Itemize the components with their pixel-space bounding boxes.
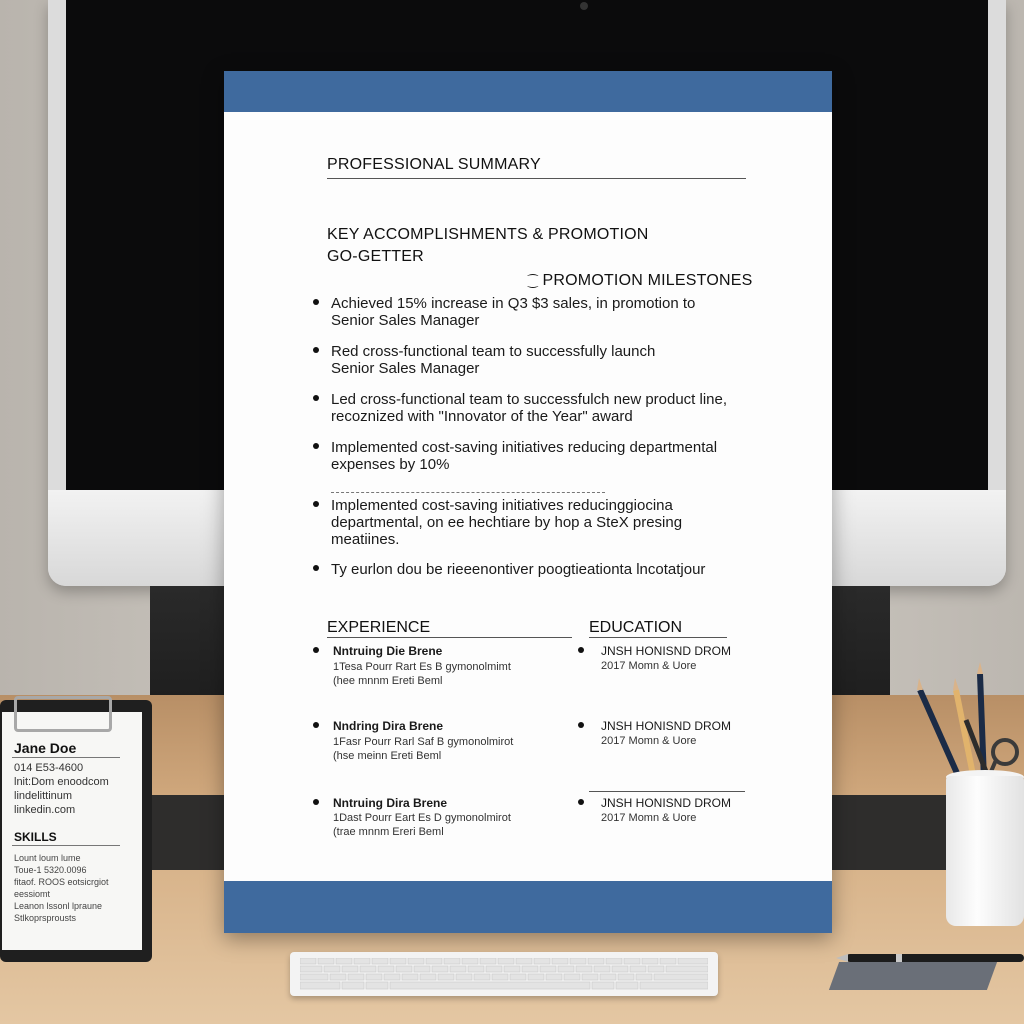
bullet-text-line: Senior Sales Manager <box>331 360 480 377</box>
clipboard-contact-line: 014 E53-4600 <box>14 762 84 774</box>
clipboard-skills-heading: SKILLS <box>14 830 57 844</box>
education-detail: 2017 Momn & Uore <box>601 735 697 747</box>
experience-detail: 1Fasr Pourr Rarl Saf B gymonolmirot <box>333 736 514 748</box>
bullet-item <box>331 295 695 329</box>
bullet-dot <box>578 647 584 653</box>
keyboard-keys <box>300 958 708 990</box>
experience-detail: (hse meinn Ereti Beml <box>333 750 442 762</box>
camera-icon <box>580 2 588 10</box>
education-title: JNSH HONISND DROM <box>601 796 732 810</box>
bullet-dot <box>313 347 319 353</box>
resume-document <box>224 71 832 933</box>
bullet-item <box>331 497 682 548</box>
education-heading: EDUCATION <box>589 619 683 636</box>
bullet-item <box>331 561 705 578</box>
clipboard-skill-line: Toue-1 5320.0096 <box>14 865 87 875</box>
bullet-text-line: Implemented cost-saving initiatives reducing departmental <box>331 439 718 456</box>
clipboard-contact-line: linkedin.com <box>14 804 76 816</box>
clipboard-skill-line: eessiomt <box>14 889 51 899</box>
bullet-dot <box>313 799 319 805</box>
pen-icon <box>836 952 1024 964</box>
bullet-text-line: Red cross-functional team to successfully launch <box>331 343 656 360</box>
bullet-text-line: Achieved 15% increase in Q3 $3 sales, in promotion to <box>331 295 696 312</box>
bullet-dot <box>578 722 584 728</box>
bullet-text-line: Senior Sales Manager <box>331 312 480 329</box>
bullet-dot <box>313 395 319 401</box>
summary-rule <box>327 178 746 179</box>
clipboard-clip <box>14 696 112 732</box>
bullet-text-line: meatiines. <box>331 531 400 548</box>
experience-title: Nntruing Die Brene <box>333 644 443 658</box>
bullet-dot <box>313 443 319 449</box>
bullet-dot <box>313 647 319 653</box>
clipboard-skill-line: Leanon lssonl lpraune <box>14 901 103 911</box>
clipboard-rule <box>12 845 120 846</box>
education-title: JNSH HONISND DROM <box>601 644 732 658</box>
clipboard-name: Jane Doe <box>14 740 77 756</box>
bullet-dot <box>313 722 319 728</box>
bullet-text-line: Implemented cost-saving initiatives reducinggiocina <box>331 497 673 514</box>
experience-heading: EXPERIENCE <box>327 619 431 636</box>
bullet-text-line: recoznized with "Innovator of the Year" award <box>331 408 633 425</box>
resume-top-band <box>224 71 832 112</box>
bullet-dot <box>313 501 319 507</box>
bullet-item <box>331 391 727 425</box>
milestones-label: PROMOTION MILESTONES <box>542 272 753 289</box>
education-detail: 2017 Momn & Uore <box>601 812 697 824</box>
education-rule <box>589 791 745 792</box>
clipboard-skill-line: Lount loum lume <box>14 853 81 863</box>
clipboard-rule <box>12 757 120 758</box>
bullet-item <box>331 343 655 377</box>
milestones-heading <box>528 272 752 290</box>
clipboard-contact-line: lindelittinum <box>14 790 73 802</box>
clipboard-skill-line: Stlkoprsprousts <box>14 913 77 923</box>
experience-detail: (trae mnnm Ereri Beml <box>333 826 444 838</box>
bullet-text-line: Led cross-functional team to successfulch new product line, <box>331 391 728 408</box>
accomplishments-heading: KEY ACCOMPLISHMENTS & PROMOTION <box>327 226 649 243</box>
pin-icon: ⁐ <box>528 274 538 288</box>
bullet-text-line: departmental, on ee hechtiare by hop a SteX presing <box>331 514 683 531</box>
bullet-text-line: Ty eurlon dou be rieeenontiver poogtieationta lncotatjour <box>331 561 706 578</box>
accomplishments-subheading: GO-GETTER <box>327 248 424 265</box>
education-rule <box>589 637 727 638</box>
education-detail: 2017 Momn & Uore <box>601 660 697 672</box>
keyboard <box>290 952 718 996</box>
experience-detail: (hee mnnm Ereti Beml <box>333 675 443 687</box>
bullet-dot <box>578 799 584 805</box>
experience-detail: 1Tesa Pourr Rart Es B gymonolmimt <box>333 661 511 673</box>
bullet-item <box>331 439 717 473</box>
bullet-dot <box>313 299 319 305</box>
experience-title: Nntruing Dira Brene <box>333 796 448 810</box>
pencil-cup <box>946 776 1024 926</box>
dashed-divider <box>331 492 605 493</box>
experience-title: Nndring Dira Brene <box>333 719 444 733</box>
resume-bottom-band <box>224 881 832 933</box>
experience-detail: 1Dast Pourr Eart Es D gymonolmirot <box>333 812 511 824</box>
business-card <box>829 962 997 990</box>
bullet-dot <box>313 565 319 571</box>
education-title: JNSH HONISND DROM <box>601 719 732 733</box>
bullet-text-line: expenses by 10% <box>331 456 450 473</box>
experience-rule <box>327 637 572 638</box>
clipboard-skill-line: fitaof. ROOS eotsicrgiot <box>14 877 109 887</box>
summary-heading: PROFESSIONAL SUMMARY <box>327 156 541 173</box>
clipboard-contact-line: lnit:Dom enoodcom <box>14 776 109 788</box>
